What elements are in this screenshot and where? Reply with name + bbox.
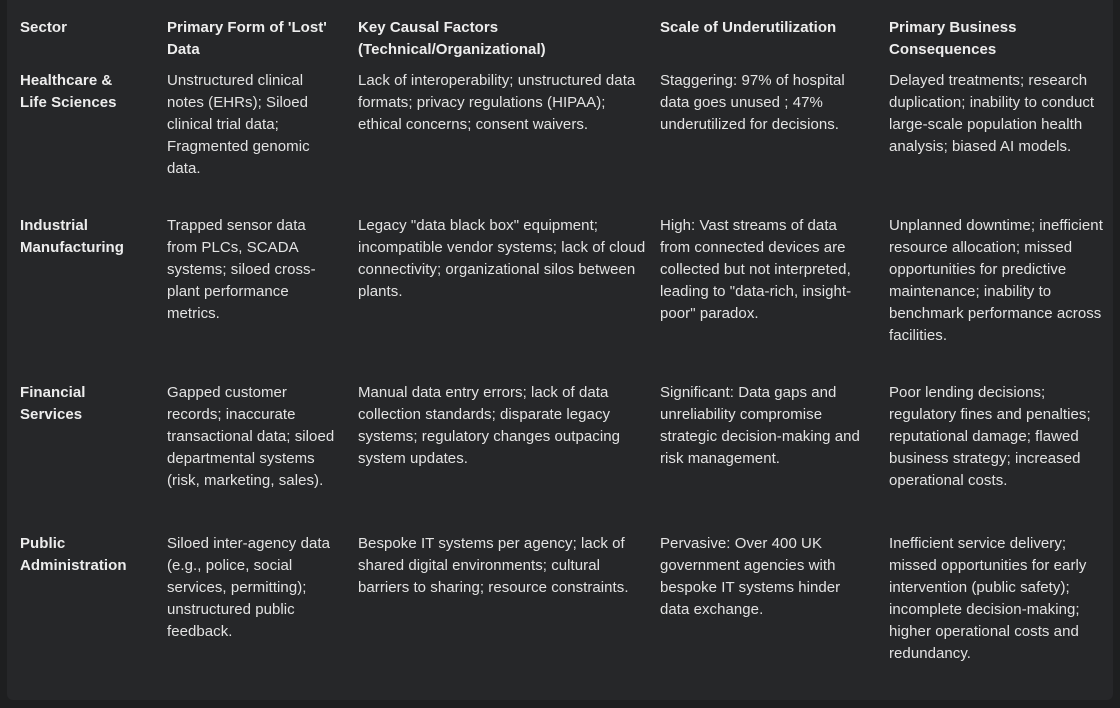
- cell-consequences: Inefficient service delivery; missed opportunities for early intervention (public safety); incomplete decision-making; higher operational costs and redundancy.: [889, 535, 1087, 662]
- cell-scale: High: Vast streams of data from connected devices are collected but not interpreted, leading to "data-rich, insight-poor" paradox.: [660, 217, 852, 322]
- cell-scale: Significant: Data gaps and unreliability compromise strategic decision-making and risk management.: [660, 384, 860, 467]
- cell-lost-data: Trapped sensor data from PLCs, SCADA systems; siloed cross-plant performance metrics.: [167, 217, 316, 322]
- cell-scale: Pervasive: Over 400 UK government agencies with bespoke IT systems hinder data exchange.: [660, 535, 841, 618]
- header-causal-factors: Key Causal Factors (Technical/Organizational): [358, 19, 546, 58]
- cell-consequences: Unplanned downtime; inefficient resource allocation; missed opportunities for predictive maintenance; inability to benchmark performance across facilities.: [889, 217, 1103, 344]
- header-scale: Scale of Underutilization: [660, 19, 837, 36]
- cell-causal-factors: Legacy "data black box" equipment; incompatible vendor systems; lack of cloud connectivity; organizational silos between plants.: [358, 217, 646, 300]
- table-row: [7, 381, 1113, 532]
- cell-causal-factors: Bespoke IT systems per agency; lack of shared digital environments; cultural barriers to sharing; resource constraints.: [358, 535, 629, 596]
- table-row: [7, 532, 1113, 683]
- header-sector: Sector: [20, 19, 67, 36]
- cell-sector: Industrial Manufacturing: [20, 217, 124, 256]
- cell-sector: Public Administration: [20, 535, 127, 574]
- cell-consequences: Delayed treatments; research duplication; inability to conduct large-scale population health analysis; biased AI models.: [889, 72, 1095, 155]
- cell-sector: Financial Services: [20, 384, 86, 423]
- table-container: [7, 0, 1113, 700]
- table-row: [7, 214, 1113, 381]
- cell-lost-data: Unstructured clinical notes (EHRs); Siloed clinical trial data; Fragmented genomic data.: [167, 72, 310, 177]
- header-consequences: Primary Business Consequences: [889, 19, 1017, 58]
- cell-causal-factors: Manual data entry errors; lack of data collection standards; disparate legacy systems; regulatory changes outpacing system updates.: [358, 384, 620, 467]
- table-header-row: [7, 0, 1113, 69]
- header-lost-data: Primary Form of 'Lost' Data: [167, 19, 327, 58]
- cell-sector: Healthcare & Life Sciences: [20, 72, 117, 111]
- cell-scale: Staggering: 97% of hospital data goes unused ; 47% underutilized for decisions.: [660, 72, 845, 133]
- table-row: [7, 69, 1113, 214]
- cell-lost-data: Siloed inter-agency data (e.g., police, social services, permitting); unstructured public feedback.: [167, 535, 330, 640]
- cell-causal-factors: Lack of interoperability; unstructured data formats; privacy regulations (HIPAA); ethical concerns; consent waivers.: [358, 72, 636, 133]
- sector-data-table: [7, 0, 1113, 683]
- cell-consequences: Poor lending decisions; regulatory fines and penalties; reputational damage; flawed business strategy; increased operational costs.: [889, 384, 1091, 489]
- cell-lost-data: Gapped customer records; inaccurate transactional data; siloed departmental systems (risk, marketing, sales).: [167, 384, 335, 489]
